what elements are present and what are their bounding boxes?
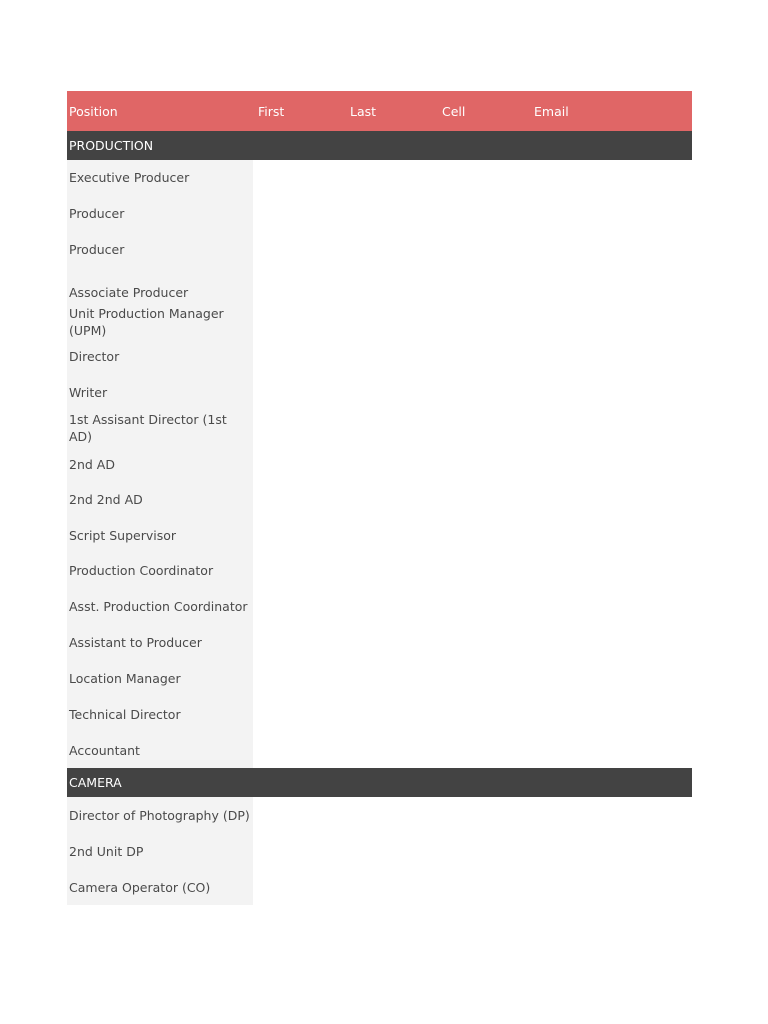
- table-row[interactable]: [67, 231, 692, 267]
- row-position: Writer: [67, 374, 253, 410]
- table-row[interactable]: [67, 660, 692, 696]
- table-row[interactable]: [67, 267, 692, 303]
- row-details[interactable]: [253, 482, 692, 517]
- row-details[interactable]: [253, 267, 692, 303]
- table-row[interactable]: [67, 732, 692, 768]
- section-production: PRODUCTION: [67, 131, 692, 160]
- row-details[interactable]: [253, 833, 692, 869]
- table-row[interactable]: [67, 303, 692, 339]
- header-email[interactable]: Email: [534, 103, 569, 119]
- row-position: Producer: [67, 231, 253, 267]
- row-details[interactable]: [253, 588, 692, 624]
- row-position: Director of Photography (DP): [67, 797, 253, 833]
- table-row[interactable]: [67, 624, 692, 660]
- row-position: Asst. Production Coordinator: [67, 588, 253, 624]
- header-first[interactable]: First: [258, 103, 285, 119]
- table-row[interactable]: [67, 797, 692, 833]
- row-position: Script Supervisor: [67, 517, 253, 553]
- row-details[interactable]: [253, 303, 692, 339]
- row-details[interactable]: [253, 446, 692, 482]
- row-details[interactable]: [253, 195, 692, 231]
- row-details[interactable]: [253, 624, 692, 660]
- row-details[interactable]: [253, 660, 692, 696]
- camera-rows: [67, 797, 692, 905]
- row-details[interactable]: [253, 732, 692, 768]
- row-details[interactable]: [253, 339, 692, 374]
- table-row[interactable]: [67, 446, 692, 482]
- production-rows: [67, 160, 692, 768]
- table-row[interactable]: [67, 410, 692, 446]
- row-position: Assistant to Producer: [67, 624, 253, 660]
- header-cell[interactable]: Cell: [442, 103, 466, 119]
- table-row[interactable]: [67, 588, 692, 624]
- table-row[interactable]: [67, 482, 692, 517]
- row-details[interactable]: [253, 374, 692, 410]
- row-position: Producer: [67, 195, 253, 231]
- row-details[interactable]: [253, 410, 692, 446]
- row-position: Production Coordinator: [67, 553, 253, 588]
- row-position: Location Manager: [67, 660, 253, 696]
- section-camera: CAMERA: [67, 768, 692, 797]
- row-details[interactable]: [253, 696, 692, 732]
- table-header: [67, 91, 692, 131]
- row-details[interactable]: [253, 160, 692, 195]
- row-position: Technical Director: [67, 696, 253, 732]
- row-position: Accountant: [67, 732, 253, 768]
- table-row[interactable]: [67, 339, 692, 374]
- table-row[interactable]: [67, 195, 692, 231]
- row-position: 2nd Unit DP: [67, 833, 253, 869]
- table-row[interactable]: [67, 160, 692, 195]
- row-position: Director: [67, 339, 253, 374]
- table-row[interactable]: [67, 553, 692, 588]
- table-row[interactable]: [67, 833, 692, 869]
- row-position: Associate Producer: [67, 267, 253, 303]
- row-position: 2nd AD: [67, 446, 253, 482]
- crew-sheet: [67, 91, 692, 905]
- table-row[interactable]: [67, 696, 692, 732]
- row-position: Executive Producer: [67, 160, 253, 195]
- row-details[interactable]: [253, 517, 692, 553]
- row-details[interactable]: [253, 797, 692, 833]
- row-position: Unit Production Manager (UPM): [67, 303, 253, 339]
- row-details[interactable]: [253, 231, 692, 267]
- table-row[interactable]: [67, 869, 692, 905]
- table-row[interactable]: [67, 374, 692, 410]
- header-last[interactable]: Last: [350, 103, 377, 119]
- row-position: Camera Operator (CO): [67, 869, 253, 905]
- row-details[interactable]: [253, 869, 692, 905]
- header-position[interactable]: Position: [69, 103, 118, 119]
- table-row[interactable]: [67, 517, 692, 553]
- row-details[interactable]: [253, 553, 692, 588]
- row-position: 2nd 2nd AD: [67, 482, 253, 517]
- row-position: 1st Assisant Director (1st AD): [67, 410, 253, 446]
